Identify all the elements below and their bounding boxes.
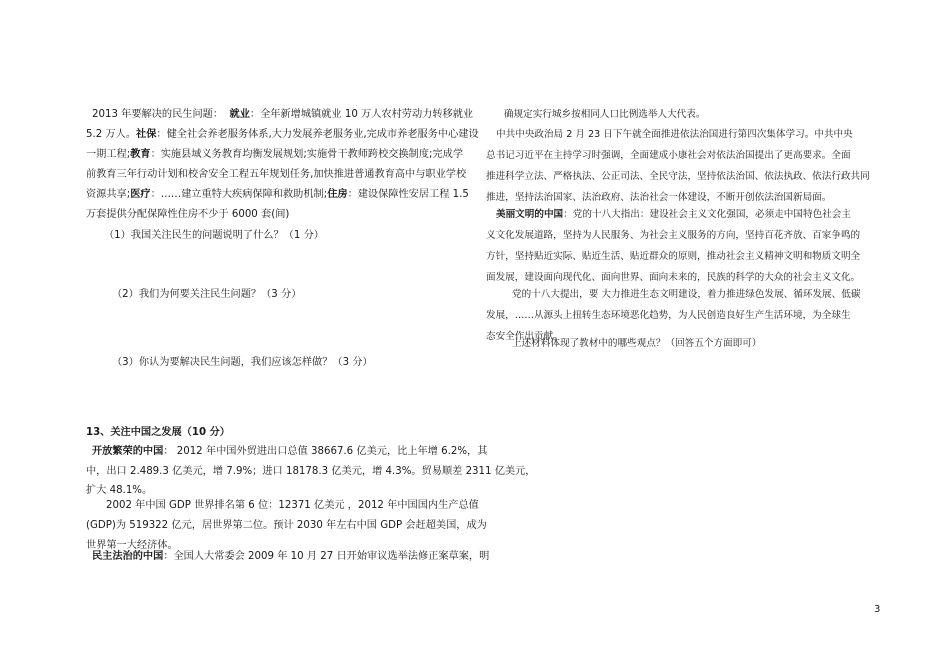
text-line: 方针，坚持贴近实际、贴近生活、贴近群众的原则，推动社会主义精神文明和物质文明全 — [486, 251, 861, 262]
text-line: 2013 年要解决的民生问题： 就业：全年新增城镇就业 10 万人农村劳动力转移就业 — [92, 109, 474, 120]
text-line: 美丽文明的中国：党的十八大指出：建设社会主义文化强国，必须走中国特色社会主 — [496, 209, 851, 220]
text-line: 义文化发展道路，坚持为人民服务、为社会主义服务的方向，坚持百花齐放、百家争鸣的 — [486, 230, 861, 241]
text-line: 民主法治的中国：全国人大常委会 2009 年 10 月 27 日开始审议选举法修正案草案，明 — [92, 551, 490, 562]
question-viewpoints: 上述材料体现了教材中的哪些观点？（回答五个方面即可） — [512, 338, 762, 349]
text-line: 态安全作出贡献。 — [486, 331, 563, 342]
text-line: 2002 年中国 GDP 世界排名第 6 位：12371 亿美元 ，2012 年中国国内生产总值 — [106, 500, 479, 511]
text-line: 世界第一大经济体。 — [86, 540, 178, 551]
text-line: 确规定实行城乡按相同人口比例选举人大代表。 — [504, 109, 706, 120]
text-line: (GDP)为 519322 亿元，居世界第二位。预计 2030 年左右中国 GDP 会赶超美国，成为 — [86, 520, 487, 531]
question-3: （3）你认为要解决民生问题，我们应该怎样做？（3 分） — [112, 357, 373, 368]
page-number: 3 — [874, 604, 881, 615]
text-line: 资源共享;医疗：……建立重特大疾病保障和救助机制;住房：建设保障性安居工程 1.5 — [86, 189, 469, 200]
text-line: 推进科学立法、严格执法、公正司法、全民守法，坚持依法治国、依法执政、依法行政共同 — [486, 171, 870, 182]
text-line: 万套提供分配保障性住房不少于 6000 套(间) — [86, 209, 290, 220]
text-line: 总书记习近平在主持学习时强调，全面建成小康社会对依法治国提出了更高要求。全面 — [486, 150, 851, 161]
question-13-heading: 13、关注中国之发展（10 分） — [86, 427, 230, 438]
text-line: 推进，坚持法治国家、法治政府、法治社会一体建设，不断开创依法治国新局面。 — [486, 192, 832, 203]
text-line: 中，出口 2.489.3 亿美元，增 7.9%；进口 18178.3 亿美元，增 4.3%。贸易顺差 2311 亿美元， — [86, 466, 536, 477]
text-line: 中共中央政治局 2 月 23 日下午就全面推进依法治国进行第四次集体学习。中共中央 — [496, 129, 853, 140]
text-line: 发展，……从源头上扭转生态环境恶化趋势，为人民创造良好生产生活环境，为全球生 — [486, 310, 851, 321]
text-line: 一期工程;教育：实施县域义务教育均衡发展规划;实施骨干教师跨校交换制度;完成学 — [86, 149, 464, 160]
text-line: 党的十八大提出，要 大力推进生态文明建设，着力推进绿色发展、循环发展、低碳 — [512, 289, 861, 300]
text-line: 扩大 48.1%。 — [86, 485, 153, 496]
question-2: （2）我们为何要关注民生问题？（3 分） — [112, 289, 302, 300]
question-1: （1）我国关注民生的问题说明了什么？（1 分） — [104, 230, 324, 241]
text-line: 开放繁荣的中国： 2012 年中国外贸进出口总值 38667.6 亿美元，比上年增 6.2%，其 — [92, 446, 488, 457]
text-line: 5.2 万人。社保：健全社会养老服务体系,大力发展养老服务业,完成市养老服务中心建设 — [86, 129, 479, 140]
text-line: 前教育三年行动计划和校舍安全工程五年规划任务,加快推进普通教育高中与职业学校 — [86, 169, 467, 180]
text-line: 面发展，建设面向现代化、面向世界、面向未来的，民族的科学的大众的社会主义文化。 — [486, 272, 861, 283]
